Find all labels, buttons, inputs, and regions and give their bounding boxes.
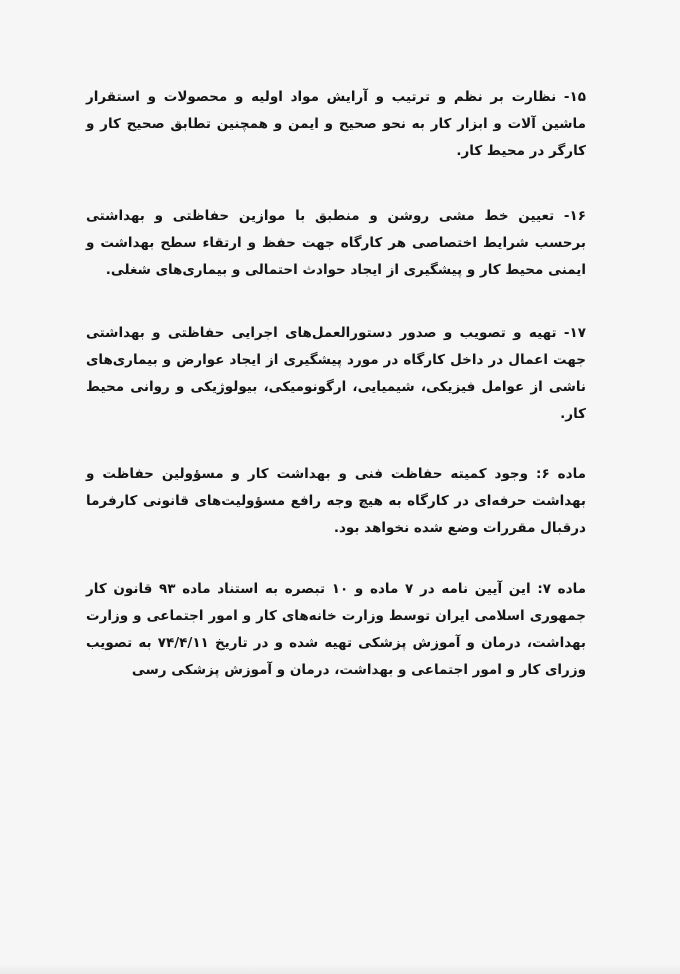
- document-body: [86, 84, 586, 720]
- paragraph-article-7: ماده ۷: این آیین نامه در ۷ ماده و ۱۰ تبصره به استناد ماده ۹۳ قانون کار جمهوری اسلامی ایران توسط وزارت خانه‌های کار و امور اجتماعی و وزارت بهداشت، درمان و آموزش پزشکی تهیه شده و در تاریخ ۷۴/۴/۱۱ به تصویب وزرای کار و امور اجتماعی و بهداشت، درمان و آموزش پزشکی رسی: [86, 581, 587, 678]
- paragraph-item-16: ۱۶- تعیین خط مشی روشن و منطبق با موازین حفاظتی و بهداشتی برحسب شرایط اختصاصی هر کارگاه جهت حفظ و ارتقاء سطح بهداشت و ایمنی محیط کار و پیشگیری از ایجاد حوادث احتمالی و بیماری‌های شغلی.: [86, 208, 586, 278]
- paragraph-item-15: ۱۵- نظارت بر نظم و ترتیب و آرایش مواد اولیه و محصولات و استقرار ماشین آلات و ابزار کار به نحو صحیح و ایمن و همچنین تطابق صحیح کار و کارگر در محیط کار.: [86, 89, 586, 159]
- paragraph-article-6: ماده ۶: وجود کمیته حفاظت فنی و بهداشت کار و مسؤولین حفاظت و بهداشت حرفه‌ای در کارگاه به هیچ وجه رافع مسؤولیت‌های قانونی کارفرما درقبال مقررات وضع شده نخواهد بود.: [86, 466, 586, 536]
- paragraph-item-17: ۱۷- تهیه و تصویب و صدور دستورالعمل‌های اجرایی حفاظتی و بهداشتی جهت اعمال در داخل کارگاه در مورد پیشگیری از ایجاد عوارض و بیماری‌های ناشی از عوامل فیزیکی، شیمیایی، ارگونومیکی، بیولوژیکی و روانی محیط کار.: [86, 325, 586, 422]
- scan-shadow: [0, 964, 680, 974]
